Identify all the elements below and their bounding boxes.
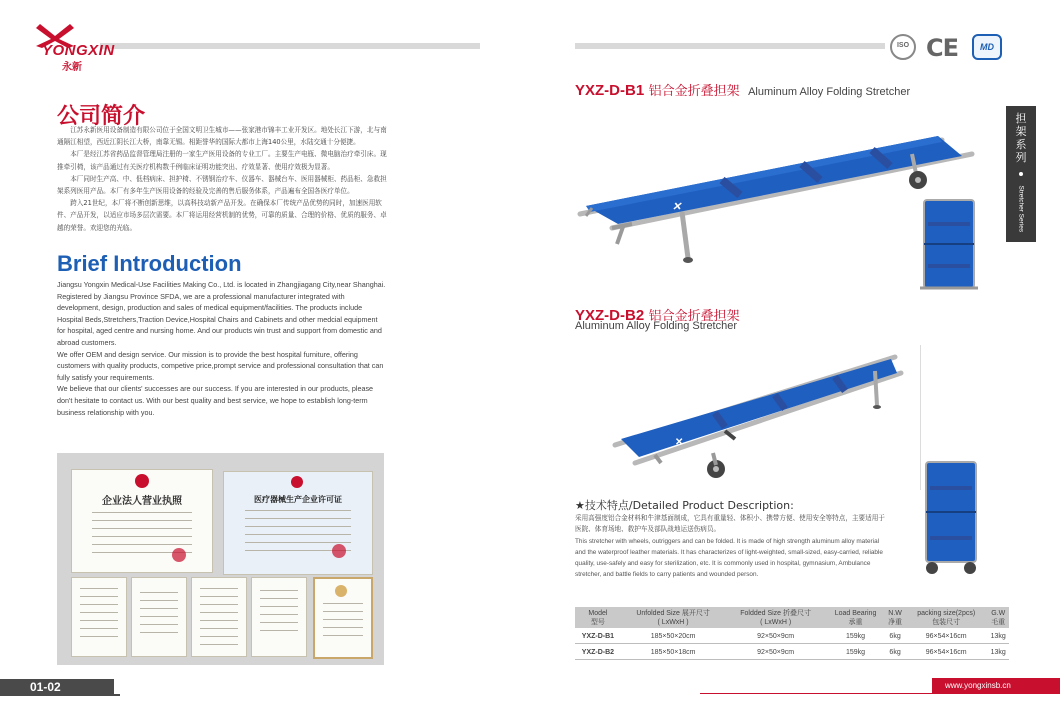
iso-badge-text: ISO [896, 42, 910, 49]
product-b2-stretcher-image [575, 345, 915, 490]
national-emblem-icon [135, 474, 149, 488]
top-bar-left [100, 43, 480, 49]
ce-badge-icon: CE [926, 34, 959, 62]
logo-cn: 永新 [62, 62, 82, 73]
table-cell: 13kg [987, 644, 1009, 660]
col-header: G.W 毛重 [987, 607, 1009, 628]
intro-en-paragraph: Jiangsu Yongxin Medical-Use Facilities Making Co., Ltd. is located in Zhangjiagang City,near Shanghai. Registered by Jiangsu Province SFDA, we are a professional manufacturer integrated with development, design, production and sales of medical equipment/facilities. The products include Hospital Beds,Stretchers,Traction Device,Hospital Chairs and Cabinets and other medcial equipment for hospital, aged centre and nursing home. And our products win trust and support from domestic and abroad customers. [57, 280, 386, 347]
product-b1-heading [575, 80, 910, 100]
red-seal-icon [172, 548, 186, 562]
table-cell: 96×54×16cm [905, 628, 987, 644]
table-cell: 185×50×18cm [621, 644, 725, 660]
page-number: 01-02 [30, 680, 61, 694]
table-cell: 92×50×9cm [725, 644, 826, 660]
svg-text:✕: ✕ [672, 201, 682, 213]
col-header: Load Bearing 承重 [826, 607, 885, 628]
side-tab-en: Stretcher Series [1017, 185, 1025, 233]
md-badge-icon [972, 34, 1002, 60]
table-cell: 6kg [885, 628, 905, 644]
md-badge-text: MD [980, 42, 994, 52]
intro-en [57, 279, 387, 418]
test-report-doc [131, 577, 187, 657]
table-cell: 6kg [885, 644, 905, 660]
national-emblem-icon [291, 476, 303, 488]
svg-text:✕: ✕ [675, 437, 684, 448]
table-cell: 159kg [826, 644, 885, 660]
description-en: This stretcher with wheels, outriggers and can be folded. It is made of high strength aluminum alloy material and the waterproof leather materials. It has characterizes of light-weighted, small-sized, easy-carried, reliable quality, use-safely and easy for sterilization, etc. It is commonly used in hospital, gymnasium, Ambulance stretcher, and battle fields to carry patients and wounded person. [575, 538, 883, 578]
product-b2-model: YXZ-D-B2 [575, 307, 645, 324]
red-seal-icon [332, 544, 346, 558]
product-b2-name-en: Aluminum Alloy Folding Stretcher [575, 320, 738, 332]
intro-en-paragraph: We offer OEM and design service. Our mission is to provide the best hospital furniture, offering customers with quality products, competive price,prompt service and professional consultation that can fully satisfy your requirements. [57, 349, 384, 382]
iso-certificate-doc [313, 577, 373, 659]
certificates-panel [57, 453, 384, 665]
website-link[interactable]: www.yongxinsb.cn [945, 681, 1011, 690]
col-header: Unfolded Size 展开尺寸 ( LxWxH ) [621, 607, 725, 628]
table-cell: YXZ-D-B1 [575, 628, 621, 644]
col-header: packing size(2pcs) 包装尺寸 [905, 607, 987, 628]
col-header: Foldded Size 折叠尺寸 ( LxWxH ) [725, 607, 826, 628]
intro-cn-paragraph: 本厂是经江苏省药品监督管理局注册的一家生产医用设备的专业工厂。主要生产电瓶、微电脑治疗牵引床。现推牵引椅，该产品通过有关医疗机构数千例临床证明功能突出、疗效显著、使用疗效极为显著。 [57, 150, 387, 171]
table-cell: 96×54×16cm [905, 644, 987, 660]
product-b1-name-en: Aluminum Alloy Folding Stretcher [748, 86, 911, 98]
seal-icon [335, 585, 347, 597]
production-permit-certificate [223, 471, 373, 575]
product-b1-folded-image [916, 196, 986, 296]
side-tab-cn: 担架系列 [1015, 112, 1027, 164]
description-cn: 采用高强度铝合金材料和牛津基面制成，它具有重量轻、体积小、携带方便、使用安全等特点，主要适用于医院、体育场地、救护车及部队战地运送伤病员。 [575, 514, 885, 533]
footer-line-left [0, 694, 120, 696]
certificate-doc [71, 577, 127, 657]
description-heading: ★技术特点/Detailed Product Description: [575, 499, 794, 512]
product-b1-model: YXZ-D-B1 [575, 82, 645, 99]
col-header: N.W 净重 [885, 607, 905, 628]
table-cell: 13kg [987, 628, 1009, 644]
intro-en-paragraph: We believe that our clients' successes are our success. If you are interested in our products, please don't hesitate to contact us. With our best quality and best service, we hope to establish long-term business relationship with you. [57, 384, 374, 417]
section-title-cn: 公司简介 [57, 104, 146, 129]
intro-cn-paragraph: 跨入21世纪，本厂将不断创新思维，以高科技动新产品开发。在确保本厂传统产品优势的同时，加速医用软件、产品开发，以适应市场多层次需要。本厂将运用经营机制的优势，可靠的质量、合理的价格、优质的服务、卓越的荣誉。欢迎您的光临。 [57, 199, 387, 232]
table-row [575, 644, 1009, 660]
table-cell: YXZ-D-B2 [575, 644, 621, 660]
col-header: Model 型号 [575, 607, 621, 628]
product-b1-name-cn: 铝合金折叠担架 [648, 84, 740, 99]
table-row [575, 628, 1009, 644]
quality-report-doc [251, 577, 307, 657]
table-cell: 185×50×20cm [621, 628, 725, 644]
product-b2-name-cn: 铝合金折叠担架 [648, 309, 740, 324]
intro-cn-paragraph: 江苏永新医用设备制造有限公司位于全国文明卫生城市——张家港市锦丰工业开发区。地处长江下游，北与南通隔江相望，西近江阴长江大桥，南靠无锡。相距誉华的国际大都市上海140公里，水陆交通十分便捷。 [57, 126, 387, 147]
table-cell: 159kg [826, 628, 885, 644]
side-tab-dot [1019, 172, 1023, 176]
intro-cn-paragraph: 本厂同时生产高、中、低档病床、担护椅、不锈钢治疗车、仪器车、器械台车、医用器械柜、药品柜、急救担架系列医用产品。本厂有多年生产医用设备的经验及完善的售后服务体系，产品遍布全国各医疗单位。 [57, 174, 387, 196]
spec-table-header [575, 607, 1009, 628]
permit-title: 医疗器械生产企业许可证 [254, 495, 342, 504]
business-license-certificate [71, 469, 213, 573]
iso-badge-icon [890, 34, 916, 60]
table-cell: 92×50×9cm [725, 628, 826, 644]
logo-text: YONGXIN [42, 42, 115, 59]
section-title-en: Brief Introduction [57, 251, 242, 276]
spec-table [575, 607, 1009, 660]
intro-cn [57, 124, 387, 234]
license-title: 企业法人营业执照 [102, 496, 182, 507]
inspection-report-doc [191, 577, 247, 657]
product-b2-folded-image [918, 458, 986, 576]
top-bar-right [575, 43, 885, 49]
